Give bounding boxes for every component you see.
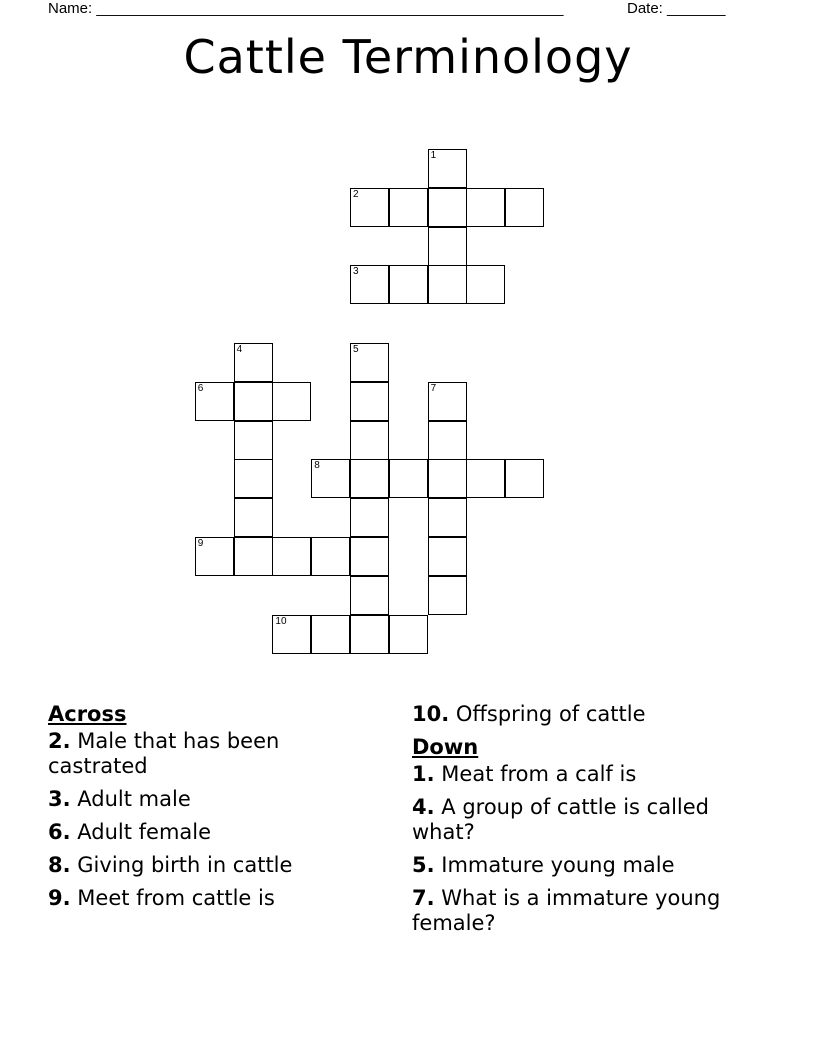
- crossword-cell[interactable]: [234, 459, 273, 498]
- clue-across-6: 6. Adult female: [48, 820, 212, 844]
- clue-across-9: 9. Meet from cattle is: [48, 886, 275, 910]
- cell-number: 6: [197, 382, 204, 394]
- clue-down-4: 4. A group of cattle is called what?: [412, 795, 710, 844]
- crossword-cell[interactable]: [428, 188, 467, 227]
- crossword-cell[interactable]: [350, 615, 389, 654]
- crossword-cell[interactable]: [311, 615, 350, 654]
- cell-number: 5: [353, 344, 359, 355]
- crossword-cell[interactable]: [389, 188, 428, 227]
- crossword-cell[interactable]: [505, 459, 544, 498]
- cell-number: 1: [430, 150, 437, 161]
- crossword-cell[interactable]: [195, 382, 234, 421]
- crossword-cell[interactable]: [466, 188, 505, 227]
- crossword-cell[interactable]: [466, 265, 505, 304]
- crossword-cell[interactable]: [428, 459, 467, 498]
- crossword-cell[interactable]: [428, 421, 467, 460]
- crossword-cell[interactable]: [350, 343, 389, 382]
- crossword-cell[interactable]: [311, 459, 350, 498]
- crossword-cell[interactable]: [234, 537, 273, 576]
- crossword-cell[interactable]: [428, 537, 467, 576]
- clue-down-7: 7. What is a immature young female?: [412, 886, 721, 935]
- date-field-label: Date: _______: [627, 0, 726, 17]
- crossword-cell[interactable]: [428, 265, 467, 304]
- crossword-cell[interactable]: [234, 421, 273, 460]
- cell-number: 9: [197, 538, 204, 549]
- page-title: Cattle Terminology: [183, 30, 633, 84]
- crossword-cell[interactable]: [195, 537, 234, 576]
- cell-number: 4: [236, 344, 243, 355]
- cell-number: 3: [353, 266, 359, 278]
- crossword-cell[interactable]: [428, 227, 467, 266]
- crossword-cell[interactable]: [350, 265, 389, 304]
- crossword-cell[interactable]: [505, 188, 544, 227]
- crossword-cell[interactable]: [272, 615, 311, 654]
- cell-number: 2: [353, 188, 359, 200]
- crossword-cell[interactable]: [234, 498, 273, 537]
- cell-number: 8: [314, 460, 320, 472]
- crossword-cell[interactable]: [234, 382, 273, 421]
- down-heading: Down: [412, 735, 479, 759]
- crossword-cell[interactable]: [311, 537, 350, 576]
- crossword-cell[interactable]: [389, 265, 428, 304]
- clues-column-right: [412, 702, 732, 944]
- clue-across-10: 10. Offspring of cattle: [412, 702, 646, 726]
- crossword-cell[interactable]: [350, 537, 389, 576]
- cell-number: 7: [430, 382, 437, 394]
- cell-number: 10: [275, 615, 287, 627]
- crossword-cell[interactable]: [389, 615, 428, 654]
- clue-across-2: 2. Male that has been castrated: [48, 729, 280, 778]
- crossword-cell[interactable]: [428, 382, 467, 421]
- across-heading: Across: [48, 702, 127, 726]
- clues-column-left: [48, 702, 368, 919]
- crossword-cell[interactable]: [350, 576, 389, 615]
- crossword-cell[interactable]: [428, 149, 467, 188]
- clue-down-5: 5. Immature young male: [412, 853, 675, 877]
- crossword-cell[interactable]: [350, 498, 389, 537]
- crossword-cell[interactable]: [466, 459, 505, 498]
- crossword-cell[interactable]: [389, 459, 428, 498]
- crossword-cell[interactable]: [428, 576, 467, 615]
- crossword-cell[interactable]: [350, 459, 389, 498]
- clue-down-1: 1. Meat from a calf is: [412, 762, 637, 786]
- crossword-cell[interactable]: [272, 537, 311, 576]
- crossword-cell[interactable]: [350, 382, 389, 421]
- clue-across-8: 8. Giving birth in cattle: [48, 853, 293, 877]
- crossword-cell[interactable]: [272, 382, 311, 421]
- crossword-cell[interactable]: [350, 188, 389, 227]
- crossword-cell[interactable]: [234, 343, 273, 382]
- name-field-label: Name: ________________________________________________________: [48, 0, 564, 17]
- clue-across-3: 3. Adult male: [48, 787, 191, 811]
- crossword-cell[interactable]: [350, 421, 389, 460]
- crossword-cell[interactable]: [428, 498, 467, 537]
